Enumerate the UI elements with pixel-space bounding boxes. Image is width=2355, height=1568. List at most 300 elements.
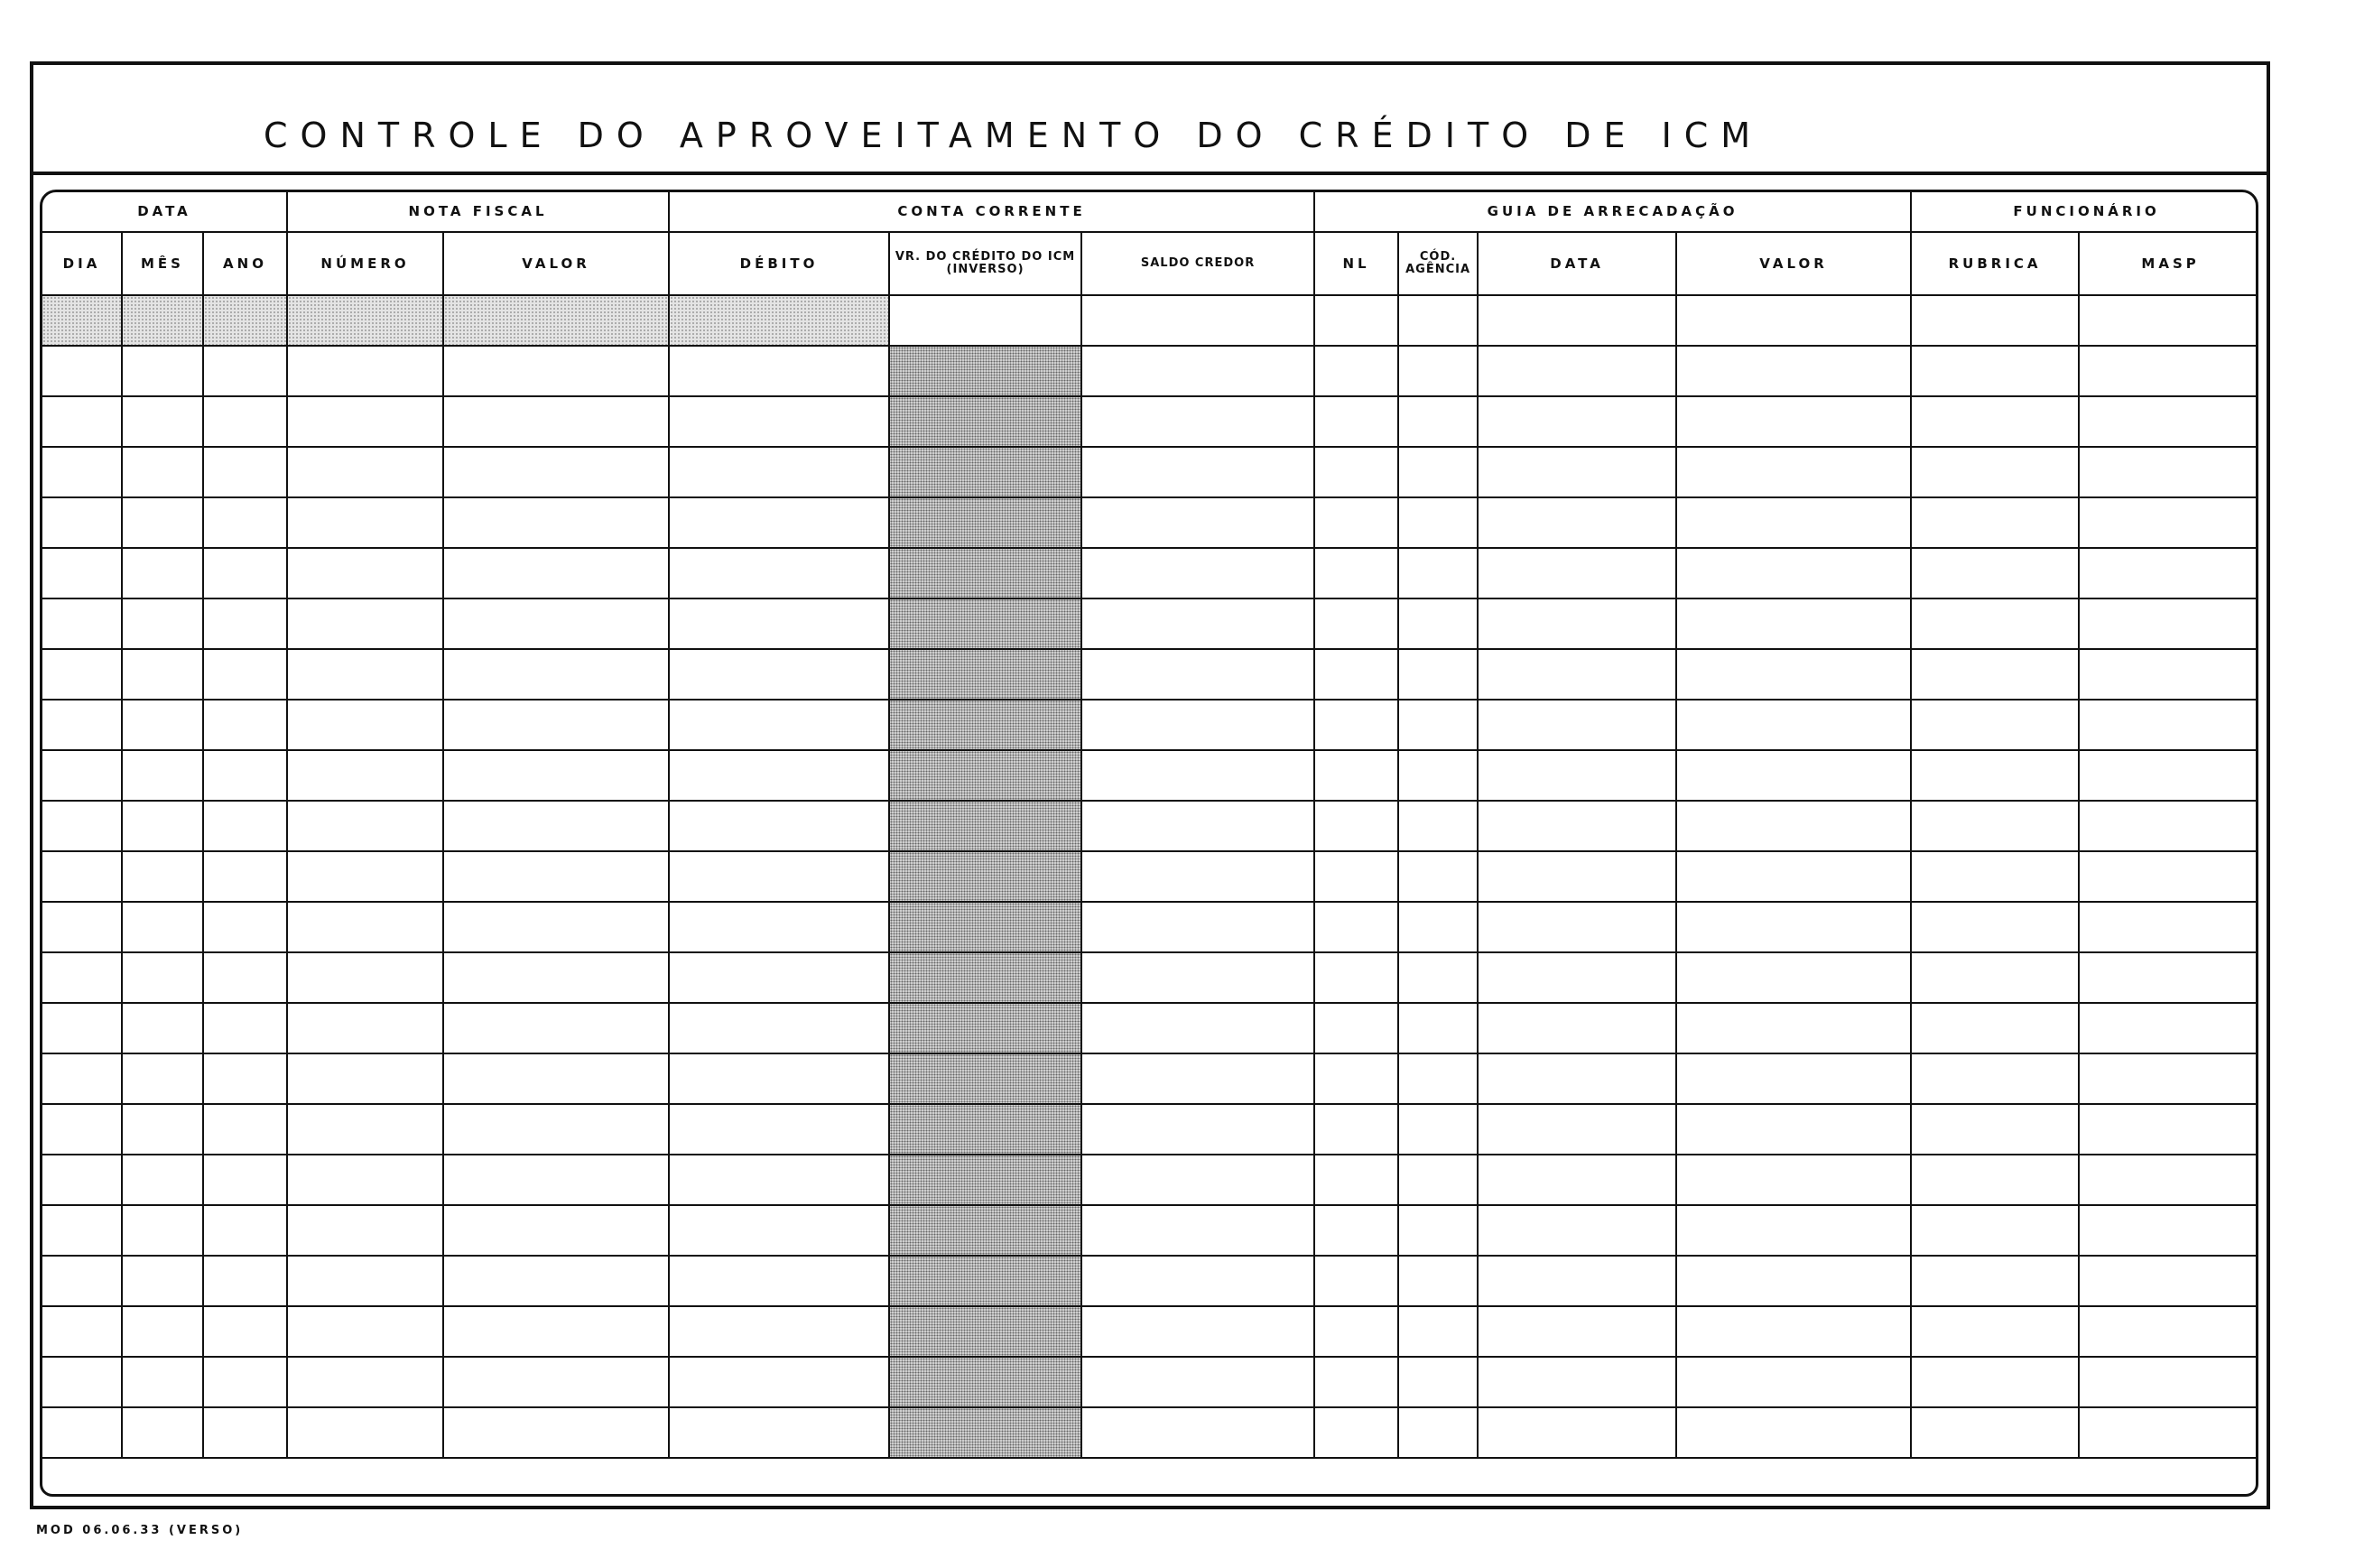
- ledger-cell[interactable]: [1081, 902, 1314, 952]
- ledger-cell[interactable]: [2079, 902, 2258, 952]
- ledger-cell[interactable]: [889, 700, 1081, 750]
- ledger-cell[interactable]: [1478, 1256, 1676, 1306]
- ledger-cell[interactable]: [1911, 750, 2079, 801]
- ledger-cell[interactable]: [2079, 851, 2258, 902]
- ledger-cell[interactable]: [1081, 346, 1314, 396]
- ledger-cell[interactable]: [1314, 649, 1398, 700]
- ledger-cell[interactable]: [287, 346, 443, 396]
- ledger-cell[interactable]: [443, 1357, 669, 1407]
- ledger-cell[interactable]: [1398, 649, 1478, 700]
- ledger-cell[interactable]: [42, 1205, 122, 1256]
- ledger-cell[interactable]: [287, 1104, 443, 1155]
- ledger-cell[interactable]: [203, 1003, 287, 1053]
- ledger-cell[interactable]: [1081, 1357, 1314, 1407]
- ledger-cell[interactable]: [1478, 700, 1676, 750]
- ledger-cell[interactable]: [889, 952, 1081, 1003]
- ledger-cell[interactable]: [2079, 1053, 2258, 1104]
- ledger-cell[interactable]: [122, 1003, 203, 1053]
- ledger-cell[interactable]: [287, 1306, 443, 1357]
- ledger-cell[interactable]: [1911, 700, 2079, 750]
- ledger-cell[interactable]: [669, 548, 889, 598]
- ledger-cell[interactable]: [287, 1407, 443, 1458]
- ledger-cell[interactable]: [889, 1306, 1081, 1357]
- ledger-cell[interactable]: [1314, 1155, 1398, 1205]
- ledger-cell[interactable]: [889, 447, 1081, 497]
- ledger-cell[interactable]: [1478, 902, 1676, 952]
- ledger-cell[interactable]: [203, 1155, 287, 1205]
- ledger-cell[interactable]: [669, 801, 889, 851]
- ledger-cell[interactable]: [889, 1407, 1081, 1458]
- ledger-cell[interactable]: [669, 1306, 889, 1357]
- ledger-cell[interactable]: [42, 700, 122, 750]
- ledger-cell[interactable]: [889, 497, 1081, 548]
- ledger-cell[interactable]: [1478, 1357, 1676, 1407]
- ledger-cell[interactable]: [1081, 1407, 1314, 1458]
- ledger-cell[interactable]: [122, 1407, 203, 1458]
- ledger-cell[interactable]: [1478, 598, 1676, 649]
- ledger-cell[interactable]: [42, 1155, 122, 1205]
- ledger-cell[interactable]: [669, 1256, 889, 1306]
- ledger-cell[interactable]: [287, 851, 443, 902]
- ledger-cell[interactable]: [203, 497, 287, 548]
- ledger-cell[interactable]: [1676, 801, 1911, 851]
- ledger-cell[interactable]: [1398, 1256, 1478, 1306]
- ledger-cell[interactable]: [669, 952, 889, 1003]
- ledger-cell[interactable]: [1314, 1053, 1398, 1104]
- ledger-cell[interactable]: [42, 1003, 122, 1053]
- ledger-cell[interactable]: [443, 1407, 669, 1458]
- ledger-cell[interactable]: [1911, 1003, 2079, 1053]
- ledger-cell[interactable]: [1081, 1205, 1314, 1256]
- ledger-cell[interactable]: [2079, 700, 2258, 750]
- ledger-cell[interactable]: [889, 1053, 1081, 1104]
- ledger-cell[interactable]: [669, 1003, 889, 1053]
- ledger-cell[interactable]: [203, 346, 287, 396]
- ledger-cell[interactable]: [2079, 1407, 2258, 1458]
- ledger-cell[interactable]: [122, 649, 203, 700]
- ledger-cell[interactable]: [287, 598, 443, 649]
- ledger-cell[interactable]: [122, 346, 203, 396]
- ledger-cell[interactable]: [669, 851, 889, 902]
- ledger-cell[interactable]: [1478, 1003, 1676, 1053]
- ledger-cell[interactable]: [669, 750, 889, 801]
- ledger-cell[interactable]: [669, 1205, 889, 1256]
- ledger-cell[interactable]: [42, 346, 122, 396]
- ledger-cell[interactable]: [1081, 447, 1314, 497]
- ledger-cell[interactable]: [889, 649, 1081, 700]
- ledger-cell[interactable]: [287, 952, 443, 1003]
- ledger-cell[interactable]: [1314, 801, 1398, 851]
- ledger-cell[interactable]: [203, 1256, 287, 1306]
- ledger-cell[interactable]: [203, 801, 287, 851]
- ledger-cell[interactable]: [1314, 1407, 1398, 1458]
- ledger-cell[interactable]: [1676, 750, 1911, 801]
- ledger-cell[interactable]: [889, 1357, 1081, 1407]
- ledger-cell[interactable]: [203, 851, 287, 902]
- ledger-cell[interactable]: [2079, 1104, 2258, 1155]
- ledger-cell[interactable]: [287, 801, 443, 851]
- ledger-cell[interactable]: [669, 902, 889, 952]
- ledger-cell[interactable]: [1314, 295, 1398, 346]
- ledger-cell[interactable]: [122, 700, 203, 750]
- ledger-cell[interactable]: [1314, 1256, 1398, 1306]
- ledger-cell[interactable]: [42, 548, 122, 598]
- ledger-cell[interactable]: [443, 447, 669, 497]
- ledger-cell[interactable]: [1081, 497, 1314, 548]
- ledger-cell[interactable]: [1314, 1357, 1398, 1407]
- ledger-cell[interactable]: [122, 548, 203, 598]
- ledger-cell[interactable]: [203, 1306, 287, 1357]
- ledger-cell[interactable]: [1314, 447, 1398, 497]
- ledger-cell[interactable]: [203, 1357, 287, 1407]
- ledger-cell[interactable]: [2079, 447, 2258, 497]
- ledger-cell[interactable]: [1081, 295, 1314, 346]
- ledger-cell[interactable]: [287, 1003, 443, 1053]
- ledger-cell[interactable]: [2079, 1205, 2258, 1256]
- ledger-cell[interactable]: [1314, 750, 1398, 801]
- ledger-cell[interactable]: [1478, 1053, 1676, 1104]
- ledger-cell[interactable]: [669, 598, 889, 649]
- ledger-cell[interactable]: [287, 548, 443, 598]
- ledger-cell[interactable]: [1314, 396, 1398, 447]
- ledger-cell[interactable]: [1911, 548, 2079, 598]
- ledger-cell[interactable]: [1398, 1357, 1478, 1407]
- ledger-cell[interactable]: [1911, 902, 2079, 952]
- ledger-cell[interactable]: [203, 1407, 287, 1458]
- ledger-cell[interactable]: [42, 952, 122, 1003]
- ledger-cell[interactable]: [42, 1104, 122, 1155]
- ledger-cell[interactable]: [203, 1205, 287, 1256]
- ledger-cell[interactable]: [1676, 851, 1911, 902]
- ledger-cell[interactable]: [1911, 1306, 2079, 1357]
- ledger-cell[interactable]: [42, 1053, 122, 1104]
- ledger-cell[interactable]: [287, 1256, 443, 1306]
- ledger-cell[interactable]: [669, 1357, 889, 1407]
- ledger-cell[interactable]: [1676, 1306, 1911, 1357]
- ledger-cell[interactable]: [1911, 295, 2079, 346]
- ledger-cell[interactable]: [42, 1306, 122, 1357]
- ledger-cell[interactable]: [2079, 548, 2258, 598]
- ledger-cell[interactable]: [42, 902, 122, 952]
- ledger-cell[interactable]: [1911, 1155, 2079, 1205]
- ledger-cell[interactable]: [1911, 346, 2079, 396]
- ledger-cell[interactable]: [203, 649, 287, 700]
- ledger-cell[interactable]: [203, 700, 287, 750]
- ledger-cell[interactable]: [203, 902, 287, 952]
- ledger-cell[interactable]: [1676, 902, 1911, 952]
- ledger-cell[interactable]: [2079, 346, 2258, 396]
- ledger-cell[interactable]: [1676, 1407, 1911, 1458]
- ledger-cell[interactable]: [42, 801, 122, 851]
- ledger-cell[interactable]: [287, 700, 443, 750]
- ledger-cell[interactable]: [443, 851, 669, 902]
- ledger-cell[interactable]: [42, 598, 122, 649]
- ledger-cell[interactable]: [1478, 396, 1676, 447]
- ledger-cell[interactable]: [1478, 801, 1676, 851]
- ledger-cell[interactable]: [1478, 1407, 1676, 1458]
- ledger-cell[interactable]: [1478, 346, 1676, 396]
- ledger-cell[interactable]: [2079, 396, 2258, 447]
- ledger-cell[interactable]: [122, 851, 203, 902]
- ledger-cell[interactable]: [1478, 1104, 1676, 1155]
- ledger-cell[interactable]: [1478, 1155, 1676, 1205]
- ledger-cell[interactable]: [42, 497, 122, 548]
- ledger-cell[interactable]: [42, 447, 122, 497]
- ledger-cell[interactable]: [889, 750, 1081, 801]
- ledger-cell[interactable]: [443, 1205, 669, 1256]
- ledger-cell[interactable]: [287, 1155, 443, 1205]
- ledger-cell[interactable]: [203, 1104, 287, 1155]
- ledger-cell[interactable]: [1081, 1256, 1314, 1306]
- ledger-cell[interactable]: [1676, 1205, 1911, 1256]
- ledger-cell[interactable]: [42, 1407, 122, 1458]
- ledger-cell[interactable]: [443, 1155, 669, 1205]
- ledger-cell[interactable]: [1314, 598, 1398, 649]
- ledger-cell[interactable]: [122, 1256, 203, 1306]
- ledger-cell[interactable]: [443, 396, 669, 447]
- ledger-cell[interactable]: [1081, 548, 1314, 598]
- ledger-cell[interactable]: [1478, 750, 1676, 801]
- ledger-cell[interactable]: [203, 598, 287, 649]
- ledger-cell[interactable]: [443, 1104, 669, 1155]
- ledger-cell[interactable]: [1398, 497, 1478, 548]
- ledger-cell[interactable]: [1911, 1256, 2079, 1306]
- ledger-cell[interactable]: [1676, 700, 1911, 750]
- ledger-cell[interactable]: [1398, 1104, 1478, 1155]
- ledger-cell[interactable]: [443, 700, 669, 750]
- ledger-cell[interactable]: [1398, 1003, 1478, 1053]
- ledger-cell[interactable]: [1314, 952, 1398, 1003]
- ledger-cell[interactable]: [669, 1104, 889, 1155]
- ledger-cell[interactable]: [203, 750, 287, 801]
- ledger-cell[interactable]: [2079, 801, 2258, 851]
- ledger-cell[interactable]: [669, 700, 889, 750]
- ledger-cell[interactable]: [1081, 1003, 1314, 1053]
- ledger-cell[interactable]: [1398, 902, 1478, 952]
- ledger-cell[interactable]: [1081, 700, 1314, 750]
- ledger-cell[interactable]: [1911, 447, 2079, 497]
- ledger-cell[interactable]: [1676, 952, 1911, 1003]
- ledger-cell[interactable]: [1478, 497, 1676, 548]
- ledger-cell[interactable]: [1911, 1053, 2079, 1104]
- ledger-cell[interactable]: [122, 497, 203, 548]
- ledger-cell[interactable]: [203, 1053, 287, 1104]
- ledger-cell[interactable]: [1081, 598, 1314, 649]
- ledger-cell[interactable]: [443, 497, 669, 548]
- ledger-cell[interactable]: [287, 1357, 443, 1407]
- ledger-cell[interactable]: [1081, 1053, 1314, 1104]
- ledger-cell[interactable]: [1676, 295, 1911, 346]
- ledger-cell[interactable]: [1398, 851, 1478, 902]
- ledger-cell[interactable]: [1676, 396, 1911, 447]
- ledger-cell[interactable]: [669, 396, 889, 447]
- ledger-cell[interactable]: [1081, 750, 1314, 801]
- ledger-cell[interactable]: [1478, 952, 1676, 1003]
- ledger-cell[interactable]: [287, 649, 443, 700]
- ledger-cell[interactable]: [1398, 952, 1478, 1003]
- ledger-cell[interactable]: [443, 295, 669, 346]
- ledger-cell[interactable]: [287, 750, 443, 801]
- ledger-cell[interactable]: [287, 396, 443, 447]
- ledger-cell[interactable]: [669, 1407, 889, 1458]
- ledger-cell[interactable]: [889, 1205, 1081, 1256]
- ledger-cell[interactable]: [2079, 497, 2258, 548]
- ledger-cell[interactable]: [1314, 548, 1398, 598]
- ledger-cell[interactable]: [1398, 598, 1478, 649]
- ledger-cell[interactable]: [287, 902, 443, 952]
- ledger-cell[interactable]: [443, 801, 669, 851]
- ledger-cell[interactable]: [443, 1256, 669, 1306]
- ledger-cell[interactable]: [122, 902, 203, 952]
- ledger-cell[interactable]: [669, 447, 889, 497]
- ledger-cell[interactable]: [122, 447, 203, 497]
- ledger-cell[interactable]: [443, 346, 669, 396]
- ledger-cell[interactable]: [889, 1104, 1081, 1155]
- ledger-cell[interactable]: [1081, 1104, 1314, 1155]
- ledger-cell[interactable]: [1314, 1104, 1398, 1155]
- ledger-cell[interactable]: [1911, 497, 2079, 548]
- ledger-cell[interactable]: [889, 851, 1081, 902]
- ledger-cell[interactable]: [1081, 1155, 1314, 1205]
- ledger-cell[interactable]: [1911, 952, 2079, 1003]
- ledger-cell[interactable]: [1478, 649, 1676, 700]
- ledger-cell[interactable]: [42, 295, 122, 346]
- ledger-cell[interactable]: [1676, 497, 1911, 548]
- ledger-cell[interactable]: [889, 1256, 1081, 1306]
- ledger-cell[interactable]: [122, 952, 203, 1003]
- ledger-cell[interactable]: [122, 598, 203, 649]
- ledger-cell[interactable]: [889, 1003, 1081, 1053]
- ledger-cell[interactable]: [1314, 700, 1398, 750]
- ledger-cell[interactable]: [669, 649, 889, 700]
- ledger-cell[interactable]: [2079, 1357, 2258, 1407]
- ledger-cell[interactable]: [1676, 346, 1911, 396]
- ledger-cell[interactable]: [203, 295, 287, 346]
- ledger-cell[interactable]: [2079, 1003, 2258, 1053]
- ledger-cell[interactable]: [1676, 1003, 1911, 1053]
- ledger-cell[interactable]: [1911, 1357, 2079, 1407]
- ledger-cell[interactable]: [42, 1357, 122, 1407]
- ledger-cell[interactable]: [1911, 851, 2079, 902]
- ledger-cell[interactable]: [669, 497, 889, 548]
- ledger-cell[interactable]: [1478, 1306, 1676, 1357]
- ledger-cell[interactable]: [1081, 396, 1314, 447]
- ledger-cell[interactable]: [889, 346, 1081, 396]
- ledger-cell[interactable]: [669, 295, 889, 346]
- ledger-cell[interactable]: [443, 952, 669, 1003]
- ledger-cell[interactable]: [443, 1003, 669, 1053]
- ledger-cell[interactable]: [1081, 952, 1314, 1003]
- ledger-cell[interactable]: [203, 447, 287, 497]
- ledger-cell[interactable]: [443, 649, 669, 700]
- ledger-cell[interactable]: [889, 396, 1081, 447]
- ledger-cell[interactable]: [443, 750, 669, 801]
- ledger-cell[interactable]: [1911, 598, 2079, 649]
- ledger-cell[interactable]: [1398, 447, 1478, 497]
- ledger-cell[interactable]: [1676, 1357, 1911, 1407]
- ledger-cell[interactable]: [1314, 1306, 1398, 1357]
- ledger-cell[interactable]: [1314, 902, 1398, 952]
- ledger-cell[interactable]: [889, 295, 1081, 346]
- ledger-cell[interactable]: [1676, 1256, 1911, 1306]
- ledger-cell[interactable]: [2079, 1256, 2258, 1306]
- ledger-cell[interactable]: [1398, 1407, 1478, 1458]
- ledger-cell[interactable]: [889, 598, 1081, 649]
- ledger-cell[interactable]: [889, 548, 1081, 598]
- ledger-cell[interactable]: [443, 1306, 669, 1357]
- ledger-cell[interactable]: [2079, 598, 2258, 649]
- ledger-cell[interactable]: [889, 1155, 1081, 1205]
- ledger-cell[interactable]: [889, 801, 1081, 851]
- ledger-cell[interactable]: [122, 801, 203, 851]
- ledger-cell[interactable]: [122, 295, 203, 346]
- ledger-cell[interactable]: [1398, 700, 1478, 750]
- ledger-cell[interactable]: [1398, 801, 1478, 851]
- ledger-cell[interactable]: [1911, 1407, 2079, 1458]
- ledger-cell[interactable]: [2079, 295, 2258, 346]
- ledger-cell[interactable]: [2079, 750, 2258, 801]
- ledger-cell[interactable]: [122, 1205, 203, 1256]
- ledger-cell[interactable]: [1081, 851, 1314, 902]
- ledger-cell[interactable]: [1676, 548, 1911, 598]
- ledger-cell[interactable]: [1398, 548, 1478, 598]
- ledger-cell[interactable]: [1911, 396, 2079, 447]
- ledger-cell[interactable]: [122, 1306, 203, 1357]
- ledger-cell[interactable]: [669, 1155, 889, 1205]
- ledger-cell[interactable]: [287, 1053, 443, 1104]
- ledger-cell[interactable]: [1676, 1104, 1911, 1155]
- ledger-cell[interactable]: [2079, 952, 2258, 1003]
- ledger-cell[interactable]: [2079, 1306, 2258, 1357]
- ledger-cell[interactable]: [122, 1104, 203, 1155]
- ledger-cell[interactable]: [1478, 447, 1676, 497]
- ledger-cell[interactable]: [443, 598, 669, 649]
- ledger-cell[interactable]: [203, 952, 287, 1003]
- ledger-cell[interactable]: [1081, 1306, 1314, 1357]
- ledger-cell[interactable]: [1478, 851, 1676, 902]
- ledger-cell[interactable]: [1911, 1104, 2079, 1155]
- ledger-cell[interactable]: [1398, 1053, 1478, 1104]
- ledger-cell[interactable]: [122, 1357, 203, 1407]
- ledger-cell[interactable]: [1314, 851, 1398, 902]
- ledger-cell[interactable]: [889, 902, 1081, 952]
- ledger-cell[interactable]: [1911, 649, 2079, 700]
- ledger-cell[interactable]: [443, 1053, 669, 1104]
- ledger-cell[interactable]: [1676, 598, 1911, 649]
- ledger-cell[interactable]: [287, 497, 443, 548]
- ledger-cell[interactable]: [1081, 801, 1314, 851]
- ledger-cell[interactable]: [1398, 1306, 1478, 1357]
- ledger-cell[interactable]: [203, 396, 287, 447]
- ledger-cell[interactable]: [287, 295, 443, 346]
- ledger-cell[interactable]: [1398, 750, 1478, 801]
- ledger-cell[interactable]: [1081, 649, 1314, 700]
- ledger-cell[interactable]: [1676, 1053, 1911, 1104]
- ledger-cell[interactable]: [1478, 295, 1676, 346]
- ledger-cell[interactable]: [1398, 396, 1478, 447]
- ledger-cell[interactable]: [1398, 1205, 1478, 1256]
- ledger-cell[interactable]: [1314, 1205, 1398, 1256]
- ledger-cell[interactable]: [443, 548, 669, 598]
- ledger-cell[interactable]: [1911, 1205, 2079, 1256]
- ledger-cell[interactable]: [1911, 801, 2079, 851]
- ledger-cell[interactable]: [2079, 1155, 2258, 1205]
- ledger-cell[interactable]: [1398, 1155, 1478, 1205]
- ledger-cell[interactable]: [122, 750, 203, 801]
- ledger-cell[interactable]: [669, 1053, 889, 1104]
- ledger-cell[interactable]: [42, 396, 122, 447]
- ledger-cell[interactable]: [1314, 497, 1398, 548]
